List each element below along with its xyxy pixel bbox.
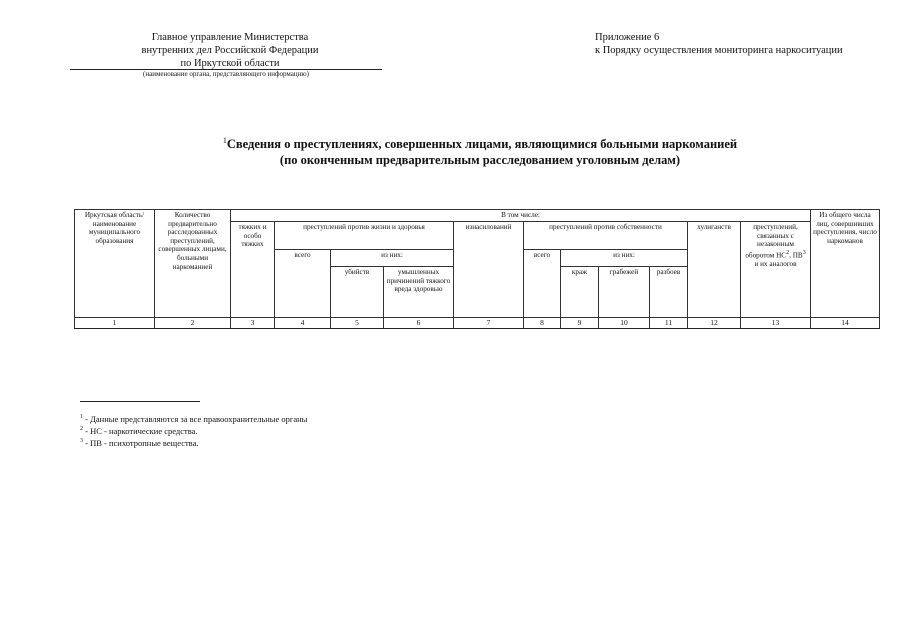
org-line-2: внутренних дел Российской Федерации bbox=[141, 45, 319, 56]
column-number-row bbox=[75, 318, 880, 329]
appendix-line-1: Приложение 6 bbox=[595, 32, 660, 43]
title-footnote-mark: 1 bbox=[222, 136, 227, 145]
header-life-health: преступлений против жизни и здоровья bbox=[275, 222, 454, 250]
header-addicts-count: Из общего числа лиц, совершивших преступления, число наркоманов bbox=[811, 210, 880, 318]
header-property: преступлений против собственности bbox=[524, 222, 688, 250]
column-number: 4 bbox=[275, 318, 331, 329]
header-life-of-them: из них: bbox=[331, 250, 454, 267]
column-number: 12 bbox=[688, 318, 741, 329]
org-header bbox=[110, 31, 350, 70]
column-number: 14 bbox=[811, 318, 880, 329]
footnote-separator bbox=[80, 401, 200, 402]
header-hooliganism: хулиганств bbox=[688, 222, 741, 318]
header-grave-harm: умышленных причинений тяжкого вреда здоровью bbox=[384, 267, 454, 318]
header-rapes: изнасилований bbox=[454, 222, 524, 318]
column-number: 6 bbox=[384, 318, 454, 329]
column-number: 7 bbox=[454, 318, 524, 329]
report-table bbox=[74, 209, 880, 329]
appendix-line-2: к Порядку осуществления мониторинга наркоситуации bbox=[595, 45, 843, 56]
column-number: 9 bbox=[561, 318, 599, 329]
header-region: Иркутская область/ наименование муниципального образования bbox=[75, 210, 155, 318]
footnote-2: $^2$ - НС - наркотические средства. bbox=[80, 425, 198, 436]
header-robberies: грабежей bbox=[599, 267, 650, 318]
header-thefts: краж bbox=[561, 267, 599, 318]
column-number: 2 bbox=[155, 318, 231, 329]
title-line-2: (по оконченным предварительным расследованием уголовным делам) bbox=[279, 153, 681, 168]
column-number: 5 bbox=[331, 318, 384, 329]
footnote-3: $^3$ - ПВ - психотропные вещества. bbox=[80, 437, 199, 448]
title-line-1: Сведения о преступлениях, совершенных лицами, являющимися больными наркоманией bbox=[226, 137, 738, 152]
column-number: 13 bbox=[741, 318, 811, 329]
column-number: 10 bbox=[599, 318, 650, 329]
org-line-1: Главное управление Министерства bbox=[151, 32, 309, 43]
document-title bbox=[170, 133, 790, 168]
column-number: 8 bbox=[524, 318, 561, 329]
header-life-total: всего bbox=[275, 250, 331, 318]
footnote-1: $^1$ - Данные представляются за все правоохранительные органы bbox=[80, 413, 308, 424]
header-in-total: В том числе: bbox=[231, 210, 811, 222]
header-drug-crimes: преступлений, связанных с незаконным оборотом $НС^2$, $ПВ^3$ и их аналогов bbox=[741, 222, 811, 318]
appendix-header bbox=[595, 31, 895, 57]
org-note: (наименование органа, представляющего информацию) bbox=[143, 70, 309, 78]
header-property-total: всего bbox=[524, 250, 561, 318]
header-property-of-them: из них: bbox=[561, 250, 688, 267]
column-number: 1 bbox=[75, 318, 155, 329]
org-line-3: по Иркутской области bbox=[180, 58, 280, 69]
column-number: 3 bbox=[231, 318, 275, 329]
column-number: 11 bbox=[650, 318, 688, 329]
header-assaults: разбоев bbox=[650, 267, 688, 318]
header-murders: убийств bbox=[331, 267, 384, 318]
header-grave-crimes: тяжких и особо тяжких bbox=[231, 222, 275, 318]
header-total-crimes: Количество предварительно расследованных преступлений, совершенных лицами, больными наркоманией bbox=[155, 210, 231, 318]
